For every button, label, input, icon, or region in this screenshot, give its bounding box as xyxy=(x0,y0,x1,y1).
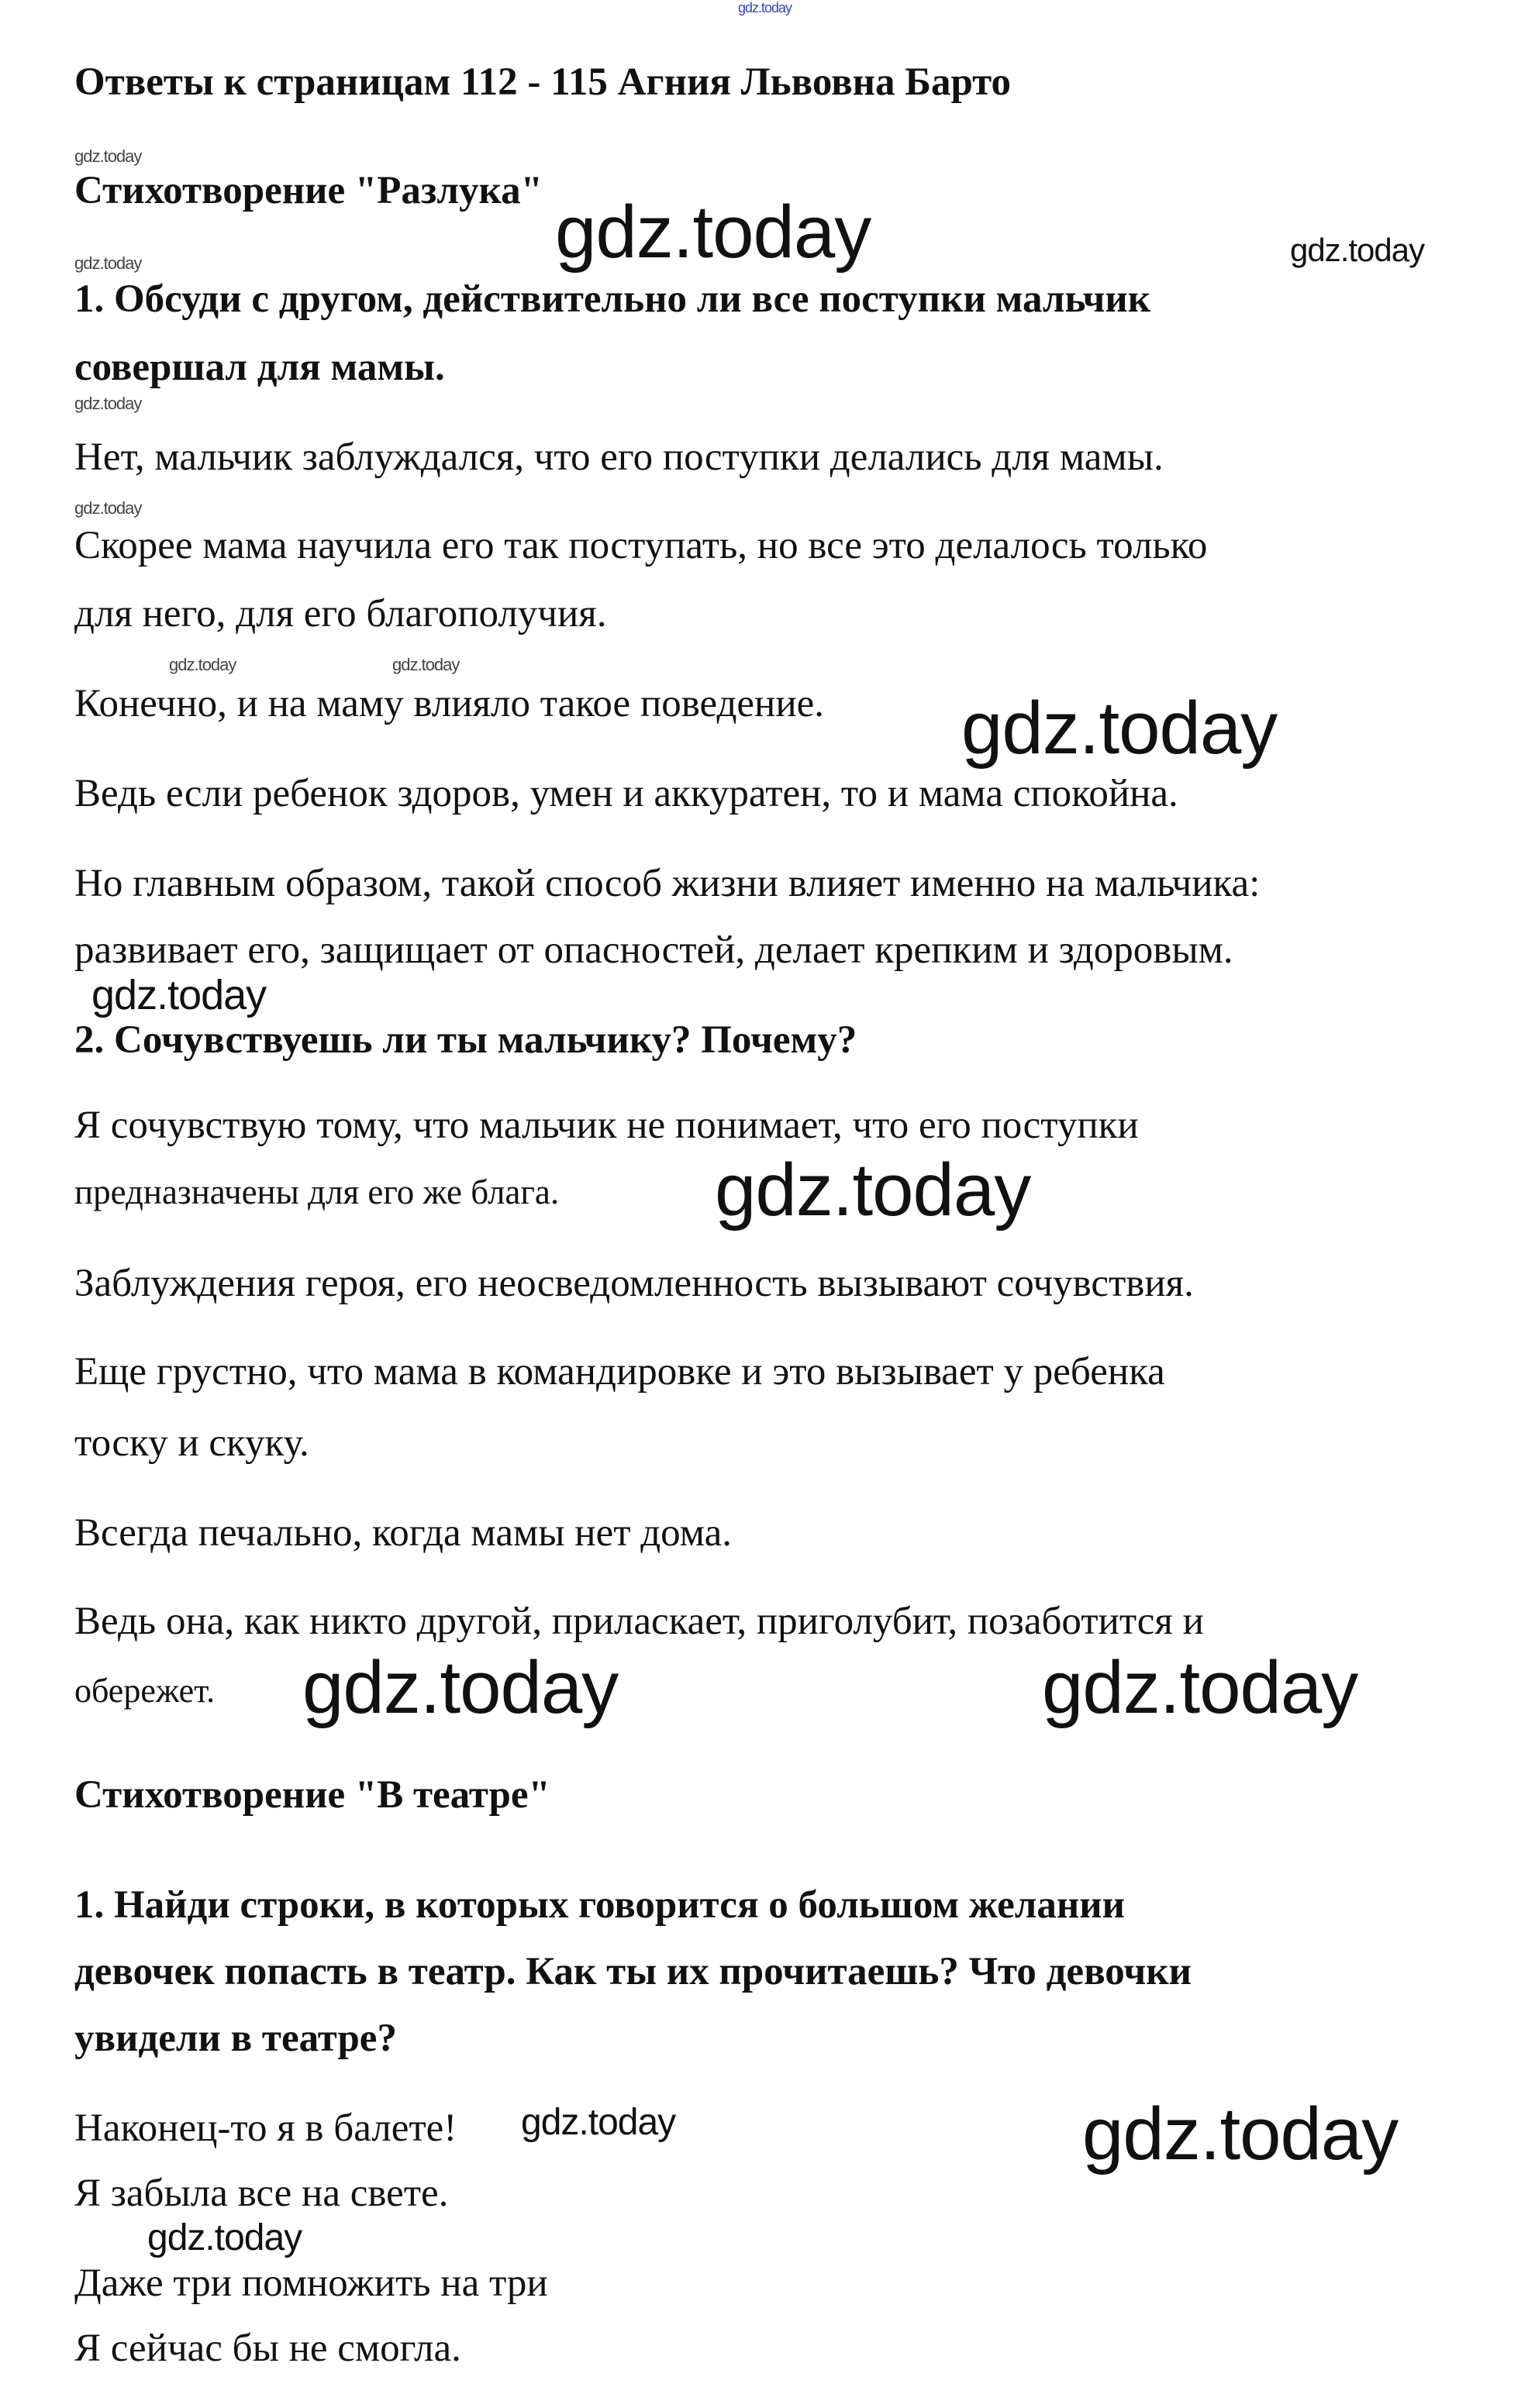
watermark-large: gdz.today xyxy=(715,1149,1031,1232)
poem-line: Наконец-то я в балете! xyxy=(74,2107,457,2150)
watermark-small: gdz.today xyxy=(74,498,142,518)
answer-line: Нет, мальчик заблуждался, что его поступки делались для мамы. xyxy=(74,436,1164,479)
section-heading-razluka: Стихотворение "Разлука" xyxy=(74,169,543,212)
answer-line: для него, для его благополучия. xyxy=(74,592,607,636)
answer-line: Ведь она, как никто другой, приласкает, приголубит, позаботится и xyxy=(74,1600,1204,1643)
watermark-large: gdz.today xyxy=(555,191,871,274)
watermark-medium: gdz.today xyxy=(521,2102,676,2143)
answer-line: предназначены для его же блага. xyxy=(74,1173,560,1211)
watermark-large: gdz.today xyxy=(961,687,1278,770)
watermark-medium: gdz.today xyxy=(1290,232,1425,268)
watermark-medium: gdz.today xyxy=(147,2217,302,2258)
watermark-top: gdz.today xyxy=(738,0,792,16)
watermark-small: gdz.today xyxy=(74,146,142,166)
answer-line: Я сочувствую тому, что мальчик не понимает, что его поступки xyxy=(74,1104,1139,1147)
watermark-large: gdz.today xyxy=(1042,1646,1358,1729)
answer-line: Ведь если ребенок здоров, умен и аккуратен, то и мама спокойна. xyxy=(74,772,1178,815)
answer-line: тоску и скуку. xyxy=(74,1421,309,1465)
answer-line: Но главным образом, такой способ жизни влияет именно на мальчика: xyxy=(74,862,1261,905)
watermark-small: gdz.today xyxy=(74,394,142,413)
section-heading-v-teatre: Стихотворение "В театре" xyxy=(74,1773,550,1817)
question-1-line: 1. Найди строки, в которых говорится о большом желании xyxy=(74,1883,1126,1927)
question-1-line: девочек попасть в театр. Как ты их прочитаешь? Что девочки xyxy=(74,1950,1192,1993)
answer-line: Всегда печально, когда мамы нет дома. xyxy=(74,1511,733,1555)
poem-line: Я сейчас бы не смогла. xyxy=(74,2327,461,2370)
answer-line: Еще грустно, что мама в командировке и это вызывает у ребенка xyxy=(74,1350,1165,1393)
answer-line: Скорее мама научила его так поступать, но все это делалось только xyxy=(74,524,1208,567)
answer-line: обережет. xyxy=(74,1672,216,1710)
question-1-line: совершал для мамы. xyxy=(74,346,445,389)
watermark-small: gdz.today xyxy=(74,253,142,273)
question-2: 2. Сочувствуешь ли ты мальчику? Почему? xyxy=(74,1018,857,1062)
poem-line: Даже три помножить на три xyxy=(74,2262,548,2305)
question-1-line: 1. Обсуди с другом, действительно ли все поступки мальчик xyxy=(74,277,1151,321)
watermark-large: gdz.today xyxy=(302,1646,619,1729)
page-title: Ответы к страницам 112 - 115 Агния Львовна Барто xyxy=(74,60,1012,104)
watermark-small: gdz.today xyxy=(392,655,460,674)
answer-line: Конечно, и на маму влияло такое поведение. xyxy=(74,682,825,725)
watermark-medium: gdz.today xyxy=(91,972,267,1018)
watermark-small: gdz.today xyxy=(169,655,236,674)
poem-line: Я забыла все на свете. xyxy=(74,2172,449,2215)
question-1-line: увидели в театре? xyxy=(74,2017,397,2060)
watermark-large: gdz.today xyxy=(1082,2093,1399,2175)
answer-line: развивает его, защищает от опасностей, делает крепким и здоровым. xyxy=(74,928,1233,972)
answer-line: Заблуждения героя, его неосведомленность вызывают сочувствия. xyxy=(74,1262,1194,1305)
